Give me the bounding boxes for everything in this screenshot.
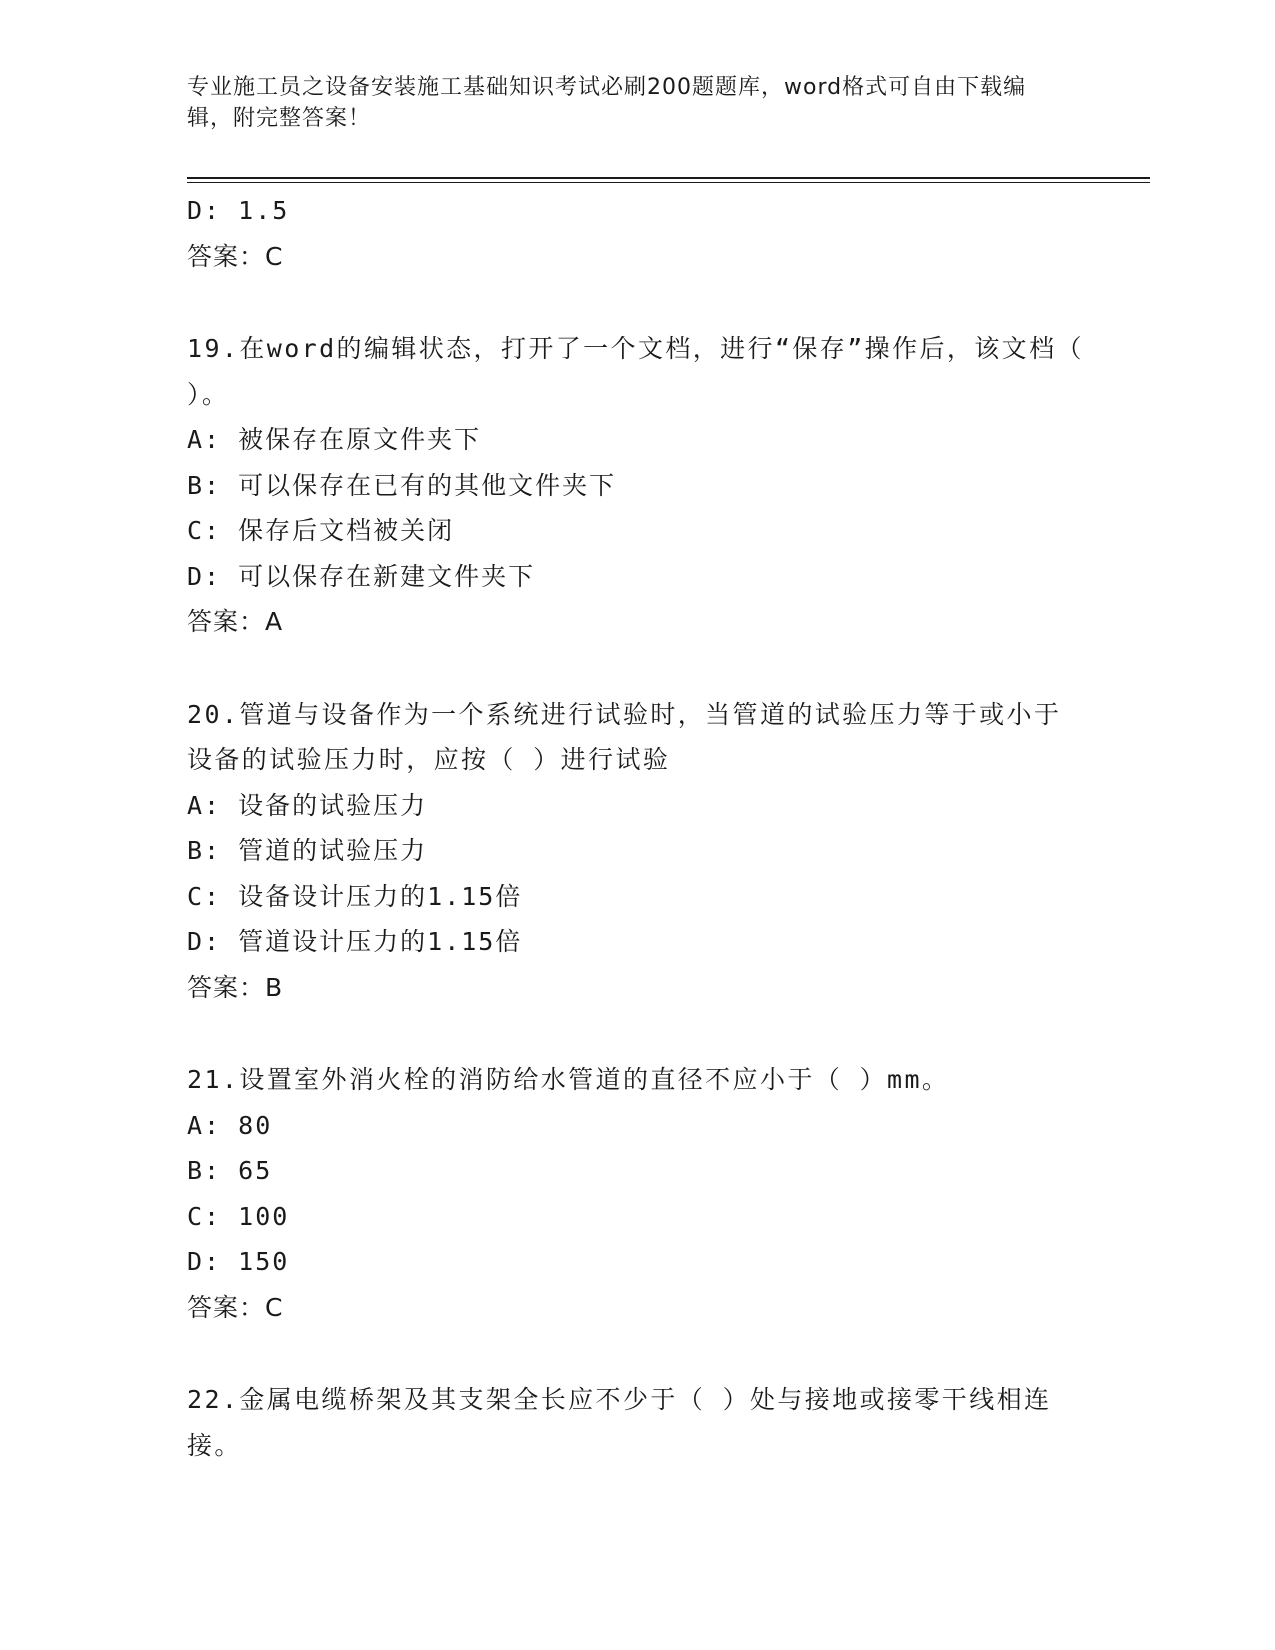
question-21-text: 21.设置室外消火栓的消防给水管道的直径不应小于（ ）mm。	[187, 1065, 950, 1094]
question-20-option-c: C: 设备设计压力的1.15倍	[187, 881, 523, 911]
question-19-text: 19.在word的编辑状态，打开了一个文档，进行“保存”操作后，该文档（ ）。	[187, 334, 1084, 409]
option-d: D: 1.5	[187, 196, 290, 225]
spacer	[187, 1330, 1087, 1377]
question-list	[187, 188, 1087, 1468]
question-20-option-a: A: 设备的试验压力	[187, 790, 428, 820]
question-19-answer: 答案：A	[187, 607, 284, 636]
question-20-option-d: D: 管道设计压力的1.15倍	[187, 927, 523, 956]
question-19-option-a: A: 被保存在原文件夹下	[187, 425, 482, 454]
question-20-answer: 答案：B	[187, 972, 284, 1002]
question-21-option-b: B: 65	[187, 1156, 273, 1185]
question-21-option-d: D: 150	[187, 1247, 290, 1276]
document-header: 专业施工员之设备安装施工基础知识考试必刷200题题库，word格式可自由下载编辑，附完整答案！	[187, 75, 1027, 131]
question-21-option-c: C: 100	[187, 1201, 290, 1231]
question-19-option-b: B: 可以保存在已有的其他文件夹下	[187, 470, 617, 500]
question-20-text: 20.管道与设备作为一个系统进行试验时，当管道的试验压力等于或小于设备的试验压力时，应按（ ）进行试验	[187, 699, 1062, 774]
spacer	[187, 645, 1087, 692]
header-rule-thin	[187, 182, 1150, 183]
question-22-text: 22.金属电缆桥架及其支架全长应不少于（ ）处与接地或接零干线相连接。	[187, 1385, 1052, 1460]
question-21-option-a: A: 80	[187, 1110, 273, 1140]
spacer	[187, 279, 1087, 326]
question-19-option-d: D: 可以保存在新建文件夹下	[187, 561, 536, 591]
header-rule-thick	[187, 177, 1150, 179]
answer-line: 答案：C	[187, 241, 284, 271]
spacer	[187, 1010, 1087, 1057]
question-19-option-c: C: 保存后文档被关闭	[187, 516, 455, 545]
question-20-option-b: B: 管道的试验压力	[187, 836, 428, 865]
question-21-answer: 答案：C	[187, 1292, 284, 1322]
